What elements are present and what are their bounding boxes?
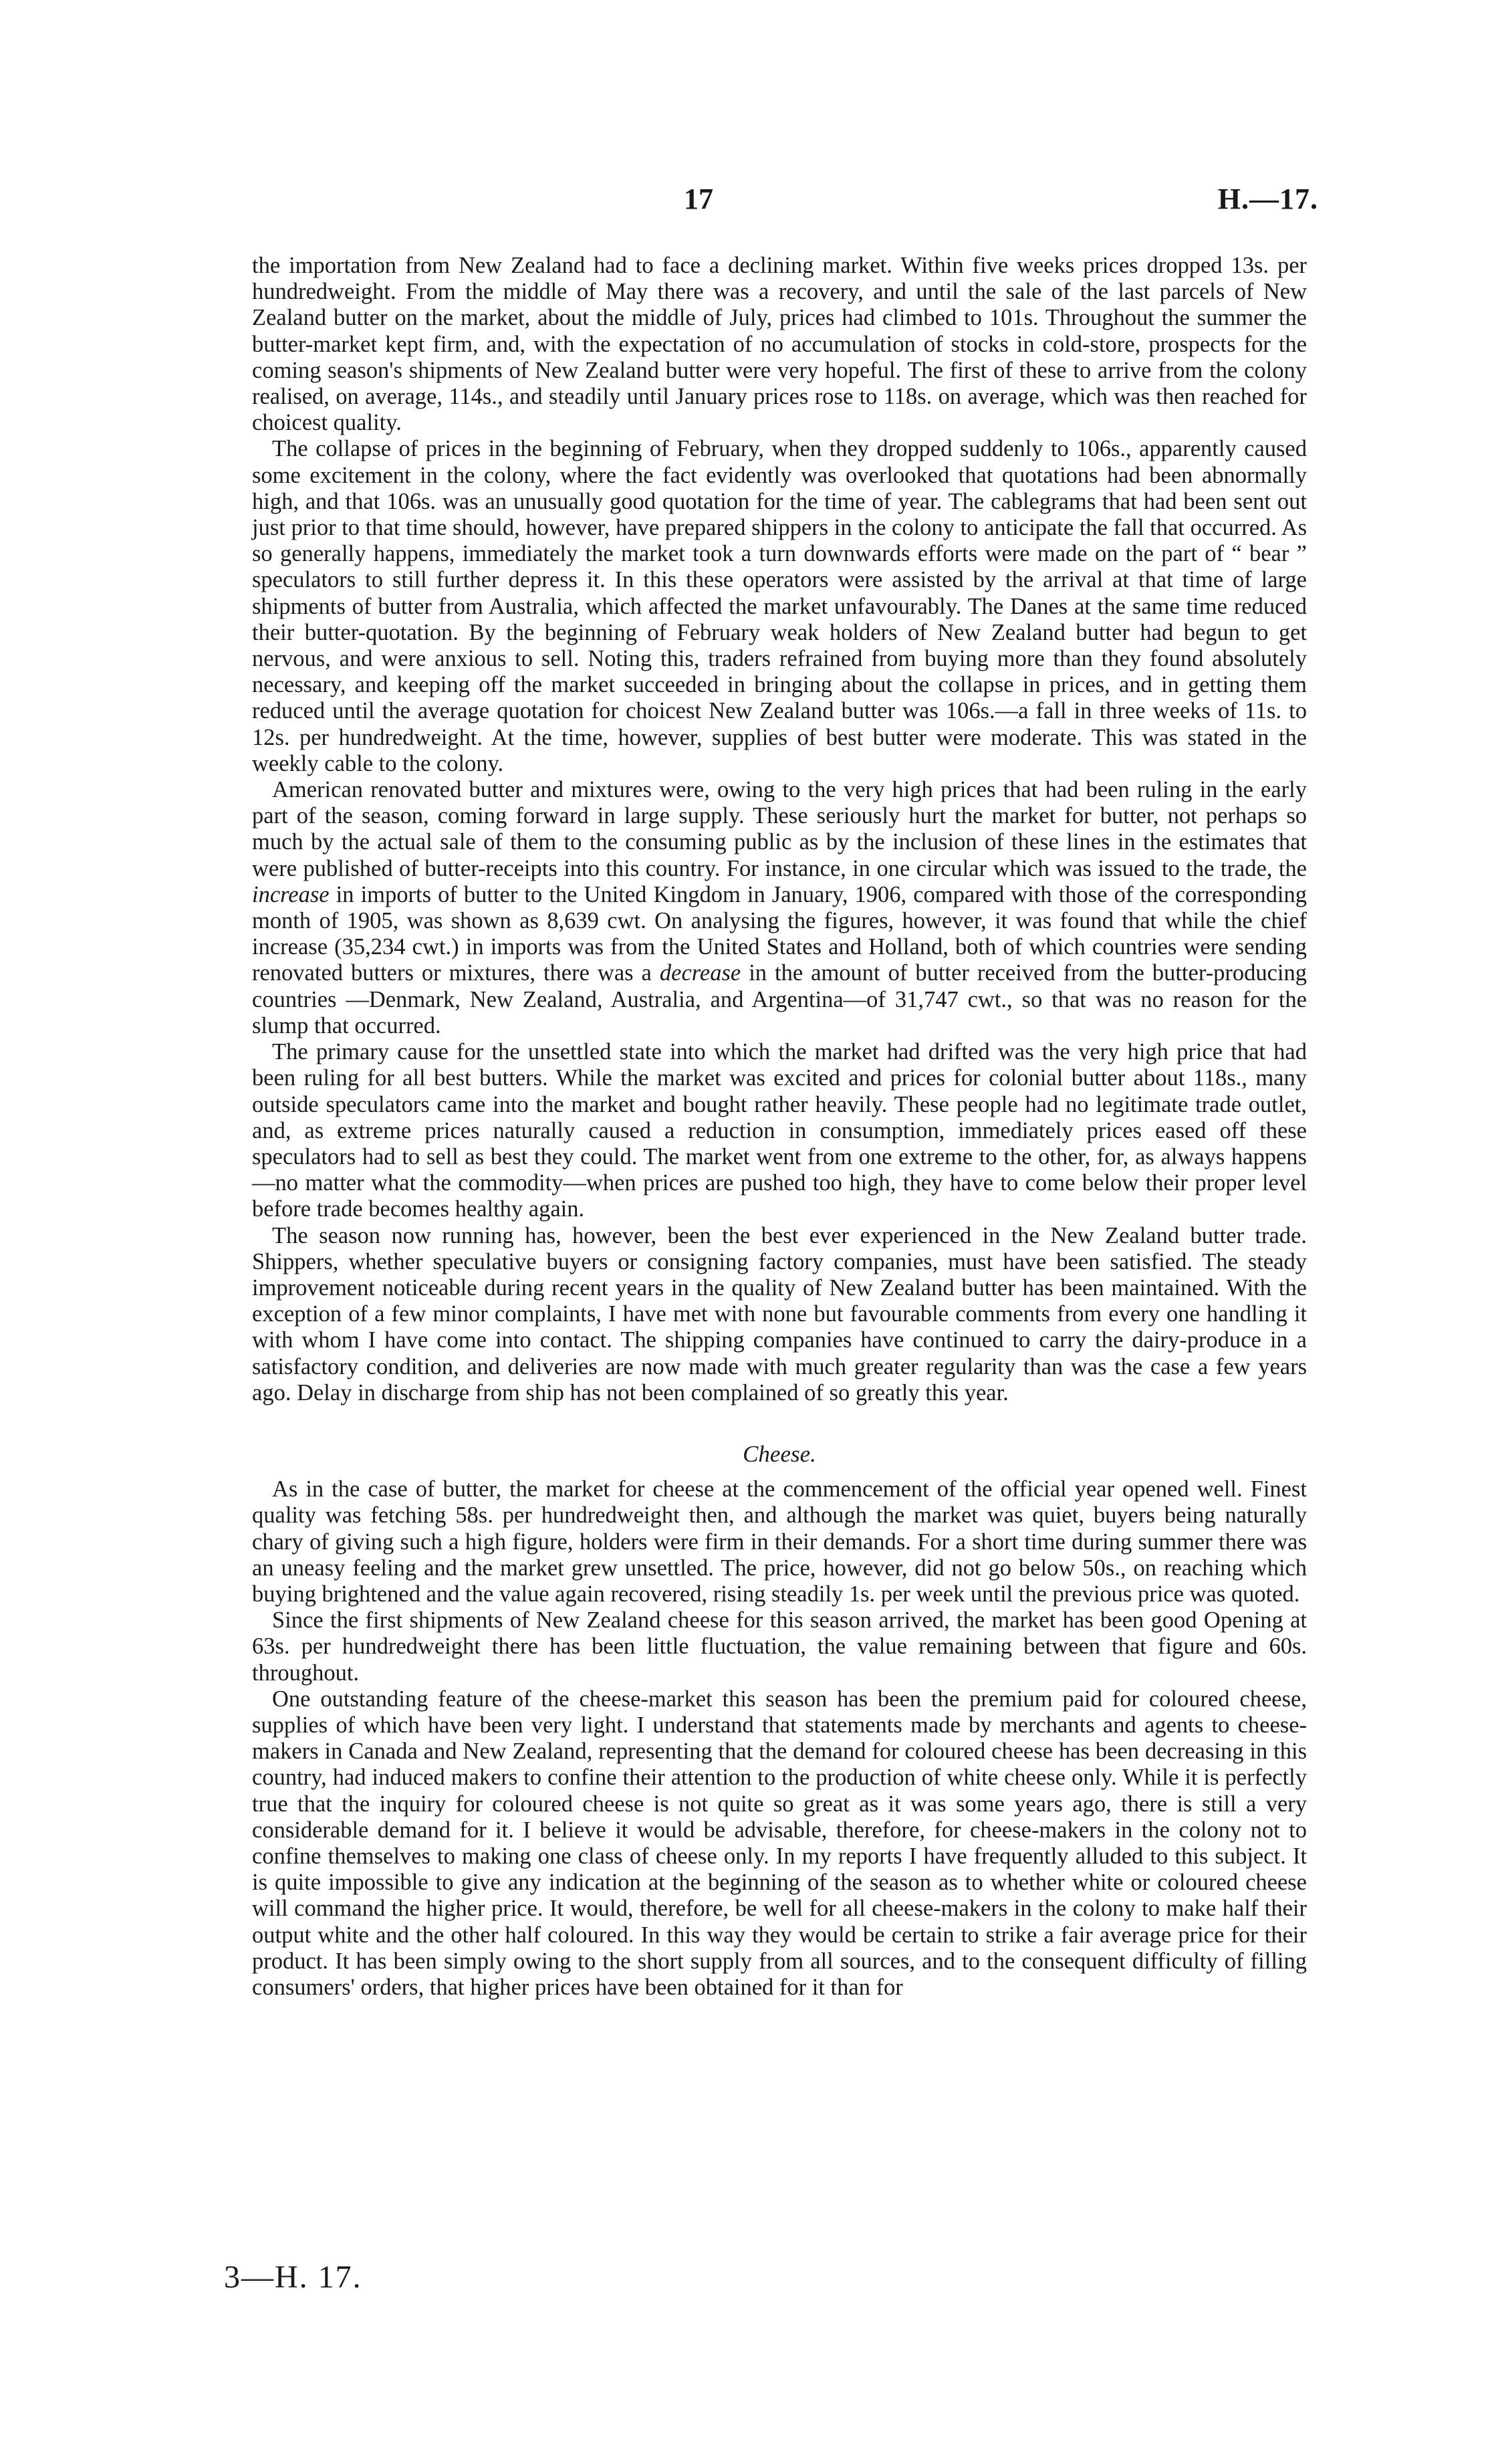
cheese-paragraph-2: Since the first shipments of New Zealand cheese for this season arrived, the market has been good Opening at 63s. per hundredweight there has been little fluctuation, the value remaining between that figure and 60s. throughout.: [252, 1607, 1307, 1686]
emphasis-decrease: decrease: [659, 960, 741, 986]
cheese-paragraph-3: One outstanding feature of the cheese-market this season has been the premium paid for coloured cheese, supplies of which have been very light. I understand that statements made by merchants and agents to cheese-makers in Canada and New Zealand, representing that the demand for coloured cheese has been decreasing in this country, had induced makers to confine their attention to the production of white cheese only. While it is perfectly true that the inquiry for coloured cheese is not quite so great as it was some years ago, there is still a very considerable demand for it. I believe it would be advisable, therefore, for cheese-makers in the colony not to confine themselves to making one class of cheese only. In my reports I have frequently alluded to this subject. It is quite impossible to give any indication at the beginning of the season as to whether white or coloured cheese will command the higher price. It would, therefore, be well for all cheese-makers in the colony to make half their output white and the other half coloured. In this way they would be certain to strike a fair average price for their product. It has been simply owing to the short supply from all sources, and to the consequent difficulty of filling consumers' orders, that higher prices have been obtained for it than for: [252, 1686, 1307, 2000]
butter-paragraph-1: the importation from New Zealand had to face a declining market. Within five weeks prices dropped 13s. per hundredweight. From the middle of May there was a recovery, and until the sale of the last parcels of New Zealand butter on the market, about the middle of July, prices had climbed to 101s. Throughout the summer the butter-market kept firm, and, with the expectation of no accumulation of stocks in cold-store, prospects for the coming season's shipments of New Zealand butter were very hopeful. The first of these to arrive from the colony realised, on average, 114s., and steadily until January prices rose to 118s. on average, which was then reached for choicest quality.: [252, 253, 1307, 436]
emphasis-increase: increase: [252, 881, 330, 907]
page-header: [0, 182, 1492, 229]
document-reference: H.—17.: [1217, 183, 1318, 215]
butter-paragraph-3-part-a: American renovated butter and mixtures were, owing to the very high prices that had been ruling in the early part of the season, coming forward in large supply. These seriously hurt the market for butter, not perhaps so much by the actual sale of them to the consuming public as by the inclusion of these lines in the estimates that were published of butter-receipts into this country. For instance, in one circular which was issued to the trade, the: [252, 777, 1307, 881]
signature-reference: 3—H. 17.: [224, 2259, 362, 2295]
butter-paragraph-3-part-c: in the amount of butter received from the butter-producing countries —Denmark, New Zealand, Australia, and Argentina—of 31,747 cwt., so that was no reason for the slump that occurred.: [252, 960, 1307, 1038]
section-heading-cheese: Cheese.: [743, 1440, 816, 1467]
butter-paragraph-3-part-b: in imports of butter to the United Kingdom in January, 1906, compared with those of the corresponding month of 1905, was shown as 8,639 cwt. On analysing the figures, however, it was found that while the chief increase (35,234 cwt.) in imports was from the United States and Holland, both of which countries were sending renovated butters or mixtures, there was a: [252, 881, 1307, 986]
butter-paragraph-5: The season now running has, however, been the best ever experienced in the New Zealand butter trade. Shippers, whether speculative buyers or consigning factory companies, must have been satisfied. The steady improvement noticeable during recent years in the quality of New Zealand butter has been maintained. With the exception of a few minor complaints, I have met with none but favourable comments from every one handling it with whom I have come into contact. The shipping companies have continued to carry the dairy-produce in a satisfactory condition, and deliveries are now made with much greater regularity than was the case a few years ago. Delay in discharge from ship has not been complained of so greatly this year.: [252, 1222, 1307, 1406]
butter-paragraph-2: The collapse of prices in the beginning of February, when they dropped suddenly to 106s., apparently caused some excitement in the colony, where the fact evidently was overlooked that quotations had been abnormally high, and that 106s. was an unusually good quotation for the time of year. The cablegrams that had been sent out just prior to that time should, however, have prepared shippers in the colony to anticipate the fall that occurred. As so generally happens, immediately the market took a turn downwards efforts were made on the part of “ bear ” speculators to still further depress it. In this these operators were assisted by the arrival at that time of large shipments of butter from Australia, which affected the market unfavourably. The Danes at the same time reduced their butter-quotation. By the beginning of February weak holders of New Zealand butter had begun to get nervous, and were anxious to sell. Noting this, traders refrained from buying more than they found absolutely necessary, and keeping off the market succeeded in bringing about the collapse in prices, and in getting them reduced until the average quotation for choicest New Zealand butter was 106s.—a fall in three weeks of 11s. to 12s. per hundredweight. At the time, however, supplies of best butter were moderate. This was stated in the weekly cable to the colony.: [252, 436, 1307, 776]
butter-paragraph-4: The primary cause for the unsettled state into which the market had drifted was the very high price that had been ruling for all best butters. While the market was excited and prices for colonial butter about 118s., many outside speculators came into the market and bought rather heavily. These people had no legitimate trade outlet, and, as extreme prices naturally caused a reduction in consumption, immediately prices eased off these speculators had to sell as best they could. The market went from one extreme to the other, for, as always happens—no matter what the commodity—when prices are pushed too high, they have to come below their proper level before trade becomes healthy again.: [252, 1039, 1307, 1222]
page-number: 17: [684, 183, 713, 215]
butter-paragraph-3: [252, 777, 1307, 1039]
body-text: [252, 253, 1307, 2001]
cheese-paragraph-1: As in the case of butter, the market for cheese at the commencement of the official year opened well. Finest quality was fetching 58s. per hundredweight then, and although the market was quiet, buyers being naturally chary of giving such a high figure, holders were firm in their demands. For a short time during summer there was an uneasy feeling and the market grew unsettled. The price, however, did not go below 50s., on reaching which buying brightened and the value again recovered, rising steadily 1s. per week until the previous price was quoted.: [252, 1476, 1307, 1607]
